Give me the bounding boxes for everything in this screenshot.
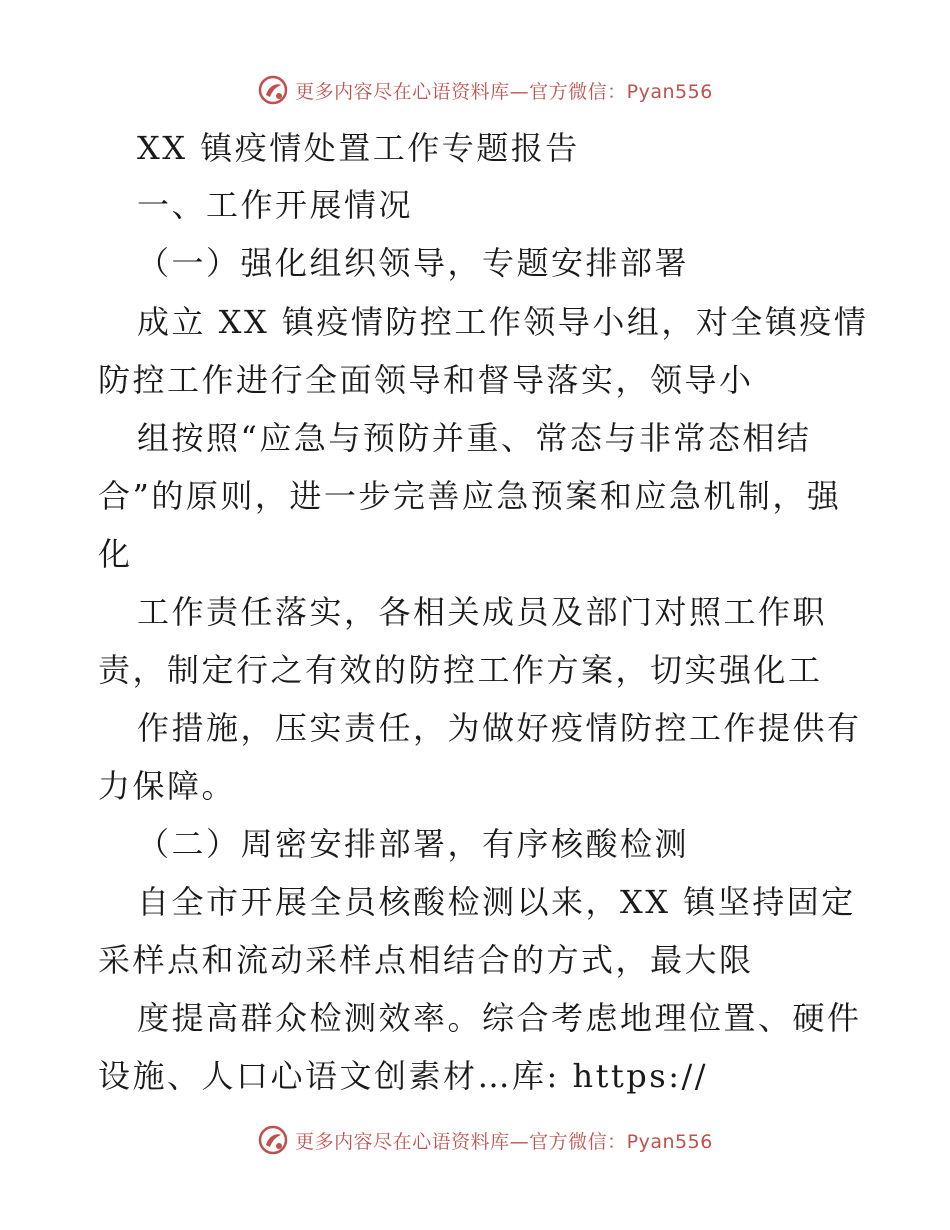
- paragraph-line: 责，制定行之有效的防控工作方案，切实强化工: [98, 651, 823, 689]
- brand-logo-icon: [257, 74, 289, 106]
- footer-watermark-text: 更多内容尽在心语资料库—官方微信：Pyan556: [295, 1130, 713, 1153]
- paragraph-line: 作措施，压实责任，为做好疫情防控工作提供有: [137, 709, 862, 747]
- brand-logo-icon: [257, 1124, 289, 1156]
- paragraph-line: 工作责任落实，各相关成员及部门对照工作职: [137, 593, 828, 631]
- paragraph-line: 度提高群众检测效率。综合考虑地理位置、硬件: [137, 999, 862, 1037]
- paragraph-line: 力保障。: [98, 767, 237, 805]
- paragraph-line: 自全市开展全员核酸检测以来，XX 镇坚持固定: [137, 883, 856, 921]
- header-watermark-text: 更多内容尽在心语资料库—官方微信：Pyan556: [295, 80, 713, 103]
- paragraph-line: 组按照“应急与预防并重、常态与非常态相结: [137, 419, 812, 457]
- paragraph-line: 防控工作进行全面领导和督导落实，领导小: [98, 361, 754, 399]
- footer-watermark-banner: [0, 1120, 950, 1160]
- paragraph-line: 成立 XX 镇疫情防控工作领导小组，对全镇疫情: [137, 303, 869, 341]
- paragraph-line: 化: [98, 535, 133, 573]
- subsection-heading-2: （二）周密安排部署，有序核酸检测: [137, 825, 690, 863]
- header-watermark-banner: [0, 70, 950, 110]
- paragraph-line: 设施、人口心语文创素材…库: https://: [98, 1057, 709, 1095]
- document-title: XX 镇疫情处置工作专题报告: [137, 129, 580, 167]
- paragraph-line: 采样点和流动采样点相结合的方式，最大限: [98, 941, 754, 979]
- section-heading-1: 一、工作开展情况: [137, 186, 414, 224]
- subsection-heading-1: （一）强化组织领导，专题安排部署: [137, 244, 690, 282]
- paragraph-line: 合”的原则，进一步完善应急预案和应急机制，强: [98, 477, 842, 515]
